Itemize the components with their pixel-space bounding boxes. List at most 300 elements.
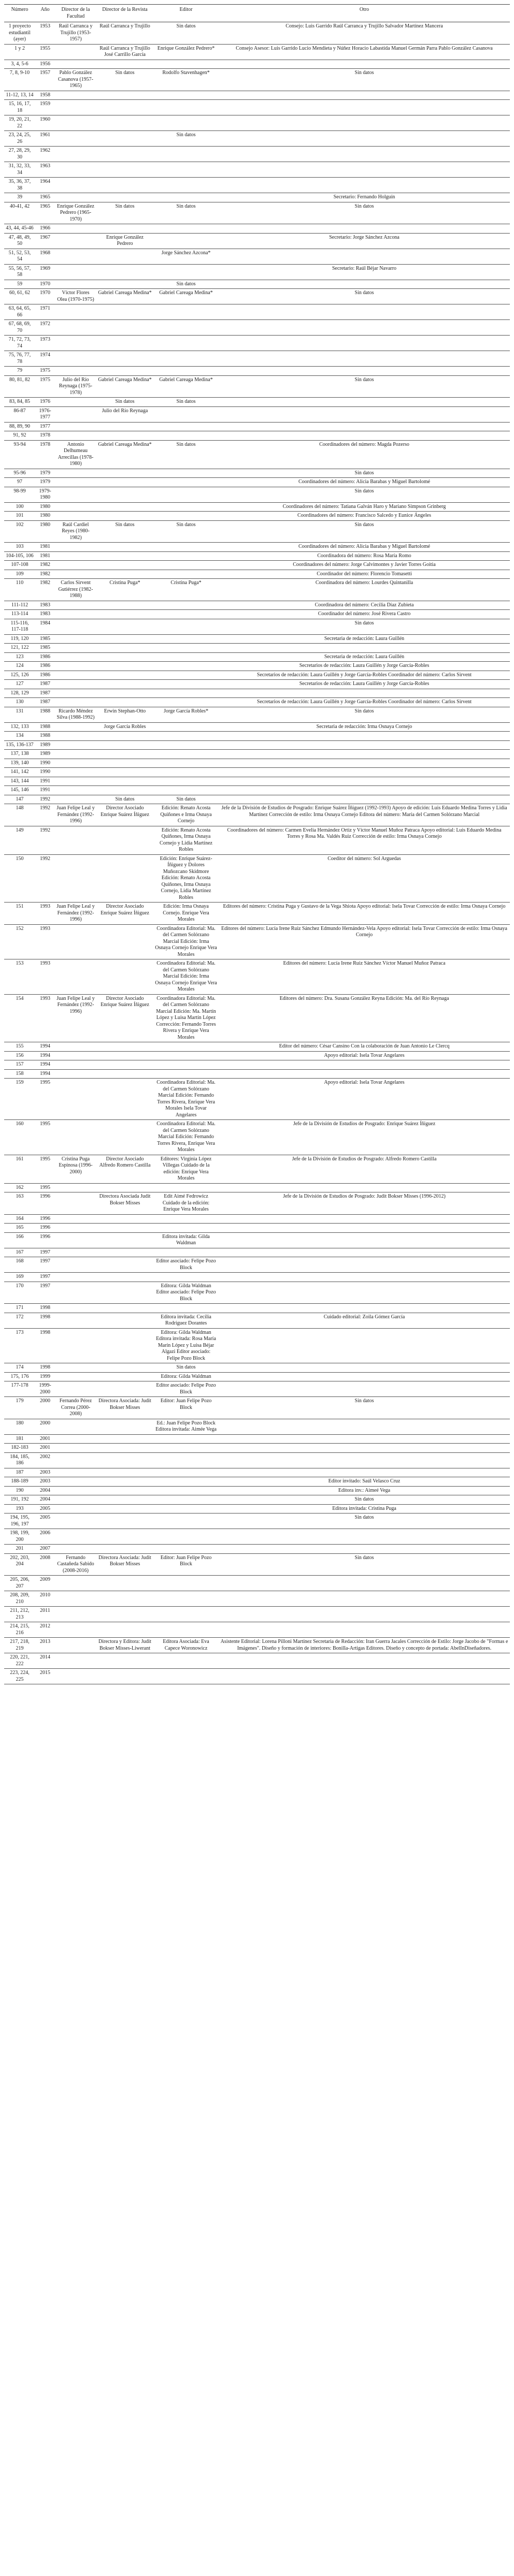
cell-anio: 2008 — [35, 1553, 55, 1576]
cell-director-facultad — [55, 1192, 96, 1215]
cell-director-revista — [96, 1042, 153, 1052]
cell-otro — [219, 1545, 510, 1554]
cell-director-facultad — [55, 406, 96, 422]
cell-anio: 1998 — [35, 1363, 55, 1373]
cell-director-facultad — [55, 1304, 96, 1313]
cell-director-revista — [96, 131, 153, 147]
cell-director-facultad — [55, 662, 96, 671]
table-row — [4, 1545, 510, 1554]
cell-director-facultad — [55, 280, 96, 289]
cell-anio: 1965 — [35, 193, 55, 202]
cell-director-revista: Sin datos — [96, 398, 153, 407]
table-row — [4, 1224, 510, 1233]
cell-numero: 55, 56, 57, 58 — [4, 264, 35, 280]
cell-otro: Jefe de la División de Estudios de Posgrado: Enrique Suárez Íñiguez — [219, 1120, 510, 1155]
header-otro: Otro — [219, 5, 510, 22]
cell-editor — [153, 1545, 219, 1554]
cell-otro — [219, 422, 510, 431]
cell-director-facultad — [55, 1273, 96, 1282]
cell-director-revista — [96, 1468, 153, 1477]
cell-editor: Edición: Renato Acosta Quiñones e Irma Osnaya Cornejo — [153, 804, 219, 826]
cell-director-revista — [96, 1069, 153, 1079]
cell-editor: Gabriel Careaga Medina* — [153, 375, 219, 398]
cell-otro: Sin datos — [219, 1397, 510, 1419]
table-row — [4, 351, 510, 367]
cell-director-facultad — [55, 1545, 96, 1554]
table-row — [4, 1363, 510, 1373]
cell-otro: Editor del número: César Cansino Con la colaboración de Juan Antonio Le Clercq — [219, 1042, 510, 1052]
table-row — [4, 1638, 510, 1653]
cell-anio: 2007 — [35, 1545, 55, 1554]
cell-otro — [219, 1060, 510, 1070]
table-row — [4, 680, 510, 689]
table-row — [4, 994, 510, 1042]
cell-editor — [153, 619, 219, 634]
cell-director-facultad — [55, 1232, 96, 1248]
cell-anio: 1968 — [35, 249, 55, 264]
cell-director-facultad — [55, 561, 96, 570]
cell-editor: Editora: Gilda Waldman — [153, 1372, 219, 1381]
cell-numero: 121, 122 — [4, 644, 35, 653]
cell-otro: Sin datos — [219, 1553, 510, 1576]
cell-anio: 1987 — [35, 689, 55, 698]
cell-director-facultad: Víctor Flores Olea (1970-1975) — [55, 289, 96, 304]
cell-numero: 63, 64, 65, 66 — [4, 304, 35, 320]
cell-otro — [219, 1576, 510, 1591]
cell-editor — [153, 406, 219, 422]
cell-numero: 150 — [4, 854, 35, 903]
table-row — [4, 131, 510, 147]
cell-editor: Editor asociado: Felipe Pozo Block — [153, 1257, 219, 1273]
cell-director-facultad — [55, 487, 96, 502]
cell-numero: 135, 136-137 — [4, 740, 35, 750]
cell-director-facultad — [55, 1576, 96, 1591]
cell-director-facultad — [55, 786, 96, 795]
cell-director-facultad — [55, 750, 96, 759]
cell-anio: 1977 — [35, 422, 55, 431]
cell-director-facultad — [55, 1120, 96, 1155]
cell-director-facultad — [55, 610, 96, 619]
table-row — [4, 854, 510, 903]
cell-director-facultad — [55, 469, 96, 478]
table-row — [4, 162, 510, 178]
cell-director-facultad — [55, 959, 96, 995]
cell-director-revista — [96, 512, 153, 521]
cell-editor: Editores: Virginia López Villegas Cuidado de la edición: Enrique Vera Morales — [153, 1155, 219, 1183]
cell-otro: Coordinador del número: José Rivera Castro — [219, 610, 510, 619]
cell-numero: 165 — [4, 1224, 35, 1233]
cell-anio: 1981 — [35, 543, 55, 552]
table-row — [4, 732, 510, 741]
cell-otro — [219, 1183, 510, 1192]
cell-director-facultad — [55, 320, 96, 336]
header-editor: Editor — [153, 5, 219, 22]
cell-otro: Coordinadora del número: Cecilia Díaz Zubieta — [219, 601, 510, 610]
cell-numero: 152 — [4, 924, 35, 959]
cell-otro — [219, 786, 510, 795]
cell-director-revista: Sin datos — [96, 202, 153, 224]
cell-otro — [219, 740, 510, 750]
cell-anio: 2003 — [35, 1477, 55, 1487]
cell-director-facultad — [55, 652, 96, 662]
cell-director-facultad: Fernando Castañeda Sabido (2008-2016) — [55, 1553, 96, 1576]
cell-director-facultad — [55, 698, 96, 707]
cell-numero: 115-116, 117-118 — [4, 619, 35, 634]
cell-director-revista: Sin datos — [96, 520, 153, 543]
cell-director-revista — [96, 652, 153, 662]
cell-anio: 1997 — [35, 1282, 55, 1304]
table-row — [4, 959, 510, 995]
cell-director-revista: Directora y Editora: Judit Bokser Misses-Liwerant — [96, 1638, 153, 1653]
cell-director-revista — [96, 60, 153, 69]
cell-director-revista — [96, 178, 153, 193]
cell-director-facultad — [55, 1328, 96, 1363]
cell-anio: 1979 — [35, 478, 55, 487]
cell-numero: 187 — [4, 1468, 35, 1477]
table-row — [4, 336, 510, 351]
cell-numero: 131 — [4, 707, 35, 722]
cell-anio: 1976 — [35, 398, 55, 407]
table-row — [4, 60, 510, 69]
cell-numero: 59 — [4, 280, 35, 289]
cell-director-revista — [96, 1622, 153, 1638]
cell-numero: 202, 203, 204 — [4, 1553, 35, 1576]
cell-editor: Sin datos — [153, 398, 219, 407]
cell-director-revista — [96, 91, 153, 100]
cell-numero: 1 proyecto estudiantil (ayer) — [4, 22, 35, 45]
cell-numero: 162 — [4, 1183, 35, 1192]
table-row — [4, 398, 510, 407]
table-row — [4, 644, 510, 653]
cell-anio: 1978 — [35, 440, 55, 469]
cell-editor — [153, 1224, 219, 1233]
cell-anio: 1985 — [35, 644, 55, 653]
cell-director-facultad: Ricardo Méndez Silva (1988-1992) — [55, 707, 96, 722]
table-row — [4, 1248, 510, 1257]
cell-anio: 2010 — [35, 1591, 55, 1607]
cell-otro — [219, 1669, 510, 1684]
table-row — [4, 1576, 510, 1591]
cell-director-revista — [96, 422, 153, 431]
cell-otro: Sin datos — [219, 1513, 510, 1529]
cell-director-revista — [96, 1282, 153, 1304]
cell-otro — [219, 147, 510, 162]
table-row — [4, 280, 510, 289]
cell-otro — [219, 91, 510, 100]
table-row — [4, 759, 510, 768]
cell-director-facultad — [55, 722, 96, 732]
cell-director-revista — [96, 1051, 153, 1060]
cell-director-facultad: Juan Felipe Leal y Fernández (1992-1996) — [55, 903, 96, 925]
cell-director-facultad — [55, 1434, 96, 1444]
cell-anio: 1974 — [35, 351, 55, 367]
cell-editor — [153, 502, 219, 512]
cell-numero: 23, 24, 25, 26 — [4, 131, 35, 147]
cell-director-revista: Director Asociado Enrique Suárez Íñiguez — [96, 804, 153, 826]
table-row — [4, 264, 510, 280]
cell-editor: Edición: Enrique Suárez-Íñiguez y Dolores Muñozcano Skidmore Edición: Renato Acosta Quiñones, Irma Osnaya Cornejo, Lidia Martínez Robles — [153, 854, 219, 903]
cell-numero: 177-178 — [4, 1381, 35, 1397]
cell-director-revista — [96, 100, 153, 115]
cell-numero: 31, 32, 33, 34 — [4, 162, 35, 178]
cell-numero: 39 — [4, 193, 35, 202]
cell-director-revista — [96, 1257, 153, 1273]
cell-editor — [153, 561, 219, 570]
cell-director-revista — [96, 1372, 153, 1381]
cell-numero: 113-114 — [4, 610, 35, 619]
cell-anio: 1994 — [35, 1069, 55, 1079]
cell-director-revista — [96, 1477, 153, 1487]
cell-otro: Secretario: Jorge Sánchez Azcona — [219, 233, 510, 249]
cell-director-revista — [96, 1224, 153, 1233]
cell-anio: 1993 — [35, 994, 55, 1042]
table-row — [4, 777, 510, 786]
cell-director-revista: Gabriel Careaga Medina* — [96, 289, 153, 304]
cell-editor: Sin datos — [153, 22, 219, 45]
cell-editor — [153, 1214, 219, 1224]
cell-anio: 1953 — [35, 22, 55, 45]
cell-anio: 1967 — [35, 233, 55, 249]
cell-numero: 182-183 — [4, 1444, 35, 1453]
cell-director-revista — [96, 502, 153, 512]
cell-director-revista — [96, 732, 153, 741]
table-row — [4, 202, 510, 224]
cell-editor — [153, 1669, 219, 1684]
cell-numero: 171 — [4, 1304, 35, 1313]
cell-anio: 1994 — [35, 1042, 55, 1052]
cell-otro: Secretario: Fernando Holguín — [219, 193, 510, 202]
cell-numero: 101 — [4, 512, 35, 521]
cell-otro — [219, 759, 510, 768]
cell-anio: 1998 — [35, 1304, 55, 1313]
cell-director-facultad — [55, 60, 96, 69]
cell-anio: 2000 — [35, 1397, 55, 1419]
table-row — [4, 22, 510, 45]
cell-editor: Edit Aimé Fedrowicz Cuidado de la edición: Enrique Vera Morales — [153, 1192, 219, 1215]
cell-editor: Enrique González Pedrero* — [153, 44, 219, 60]
cell-director-facultad — [55, 1486, 96, 1495]
cell-director-revista: Raúl Carranca y Trujillo — [96, 22, 153, 45]
cell-editor — [153, 570, 219, 579]
cell-anio: 1988 — [35, 707, 55, 722]
table-row — [4, 1653, 510, 1669]
cell-otro — [219, 795, 510, 804]
cell-editor: Gabriel Careaga Medina* — [153, 289, 219, 304]
cell-editor — [153, 431, 219, 441]
cell-anio: 1998 — [35, 1313, 55, 1328]
cell-director-facultad — [55, 570, 96, 579]
cell-director-revista — [96, 759, 153, 768]
cell-editor — [153, 1468, 219, 1477]
cell-director-revista — [96, 777, 153, 786]
cell-numero: 163 — [4, 1192, 35, 1215]
document-page — [4, 4, 510, 1684]
cell-numero: 148 — [4, 804, 35, 826]
cell-numero: 119, 120 — [4, 634, 35, 644]
cell-anio: 1978 — [35, 431, 55, 441]
table-row — [4, 147, 510, 162]
table-row — [4, 579, 510, 601]
cell-numero: 149 — [4, 826, 35, 854]
cell-anio: 1994 — [35, 1051, 55, 1060]
cell-director-revista — [96, 1232, 153, 1248]
cell-director-facultad: Julio del Río Reynaga (1975-1978) — [55, 375, 96, 398]
cell-director-revista: Raúl Carranca y Trujillo José Carrillo García — [96, 44, 153, 60]
cell-director-facultad — [55, 44, 96, 60]
cell-editor — [153, 768, 219, 777]
table-row — [4, 1607, 510, 1622]
cell-numero: 83, 84, 85 — [4, 398, 35, 407]
cell-anio: 1979-1980 — [35, 487, 55, 502]
cell-anio: 1961 — [35, 131, 55, 147]
table-row — [4, 1381, 510, 1397]
cell-anio: 1959 — [35, 100, 55, 115]
cell-director-revista — [96, 1214, 153, 1224]
cell-anio: 1986 — [35, 662, 55, 671]
table-row — [4, 289, 510, 304]
cell-otro: Secretaria de redacción: Irma Osnaya Cornejo — [219, 722, 510, 732]
cell-anio: 1988 — [35, 732, 55, 741]
cell-director-facultad — [55, 768, 96, 777]
cell-editor — [153, 1607, 219, 1622]
cell-editor — [153, 722, 219, 732]
cell-editor — [153, 740, 219, 750]
table-row — [4, 1486, 510, 1495]
cell-otro: Editores del número: Lucía Irene Ruiz Sánchez Edmundo Hernández-Vela Apoyo editorial: Isela Tovar Corrección de estilo: Irma Osnaya Cornejo — [219, 924, 510, 959]
cell-anio: 1987 — [35, 680, 55, 689]
cell-numero: 157 — [4, 1060, 35, 1070]
cell-otro — [219, 131, 510, 147]
cell-numero: 156 — [4, 1051, 35, 1060]
cell-director-revista: Cristina Puga* — [96, 579, 153, 601]
cell-numero: 211, 212, 213 — [4, 1607, 35, 1622]
table-row — [4, 320, 510, 336]
table-row — [4, 1192, 510, 1215]
cell-numero: 15, 16, 17, 18 — [4, 100, 35, 115]
cell-otro: Secretario: Raúl Béjar Navarro — [219, 264, 510, 280]
cell-numero: 205, 206, 207 — [4, 1576, 35, 1591]
table-row — [4, 561, 510, 570]
cell-numero: 80, 81, 82 — [4, 375, 35, 398]
cell-director-facultad — [55, 502, 96, 512]
cell-otro: Secretarios de redacción: Laura Guillén y Jorge García-Robles Coordinador del número: Carlos Sirvent — [219, 698, 510, 707]
cell-editor — [153, 1304, 219, 1313]
cell-anio: 1992 — [35, 826, 55, 854]
table-row — [4, 1120, 510, 1155]
table-row — [4, 1397, 510, 1419]
cell-anio: 2001 — [35, 1444, 55, 1453]
cell-numero: 35, 36, 37, 38 — [4, 178, 35, 193]
cell-director-revista — [96, 1183, 153, 1192]
cell-director-facultad — [55, 233, 96, 249]
cell-editor: Sin datos — [153, 131, 219, 147]
cell-numero: 43, 44, 45-46 — [4, 224, 35, 234]
cell-director-facultad: Juan Felipe Leal y Fernández (1992-1996) — [55, 994, 96, 1042]
cell-anio: 1982 — [35, 561, 55, 570]
cell-director-facultad — [55, 1257, 96, 1273]
cell-editor — [153, 469, 219, 478]
cell-editor — [153, 698, 219, 707]
table-row — [4, 100, 510, 115]
cell-otro — [219, 1591, 510, 1607]
cell-otro — [219, 1224, 510, 1233]
cell-numero: 7, 8, 9-10 — [4, 69, 35, 91]
table-row — [4, 469, 510, 478]
cell-director-revista — [96, 1381, 153, 1397]
cell-director-revista: Erwin Stephan-Otto — [96, 707, 153, 722]
cell-anio: 1989 — [35, 750, 55, 759]
cell-otro — [219, 367, 510, 376]
cell-numero: 1 y 2 — [4, 44, 35, 60]
cell-director-facultad — [55, 162, 96, 178]
cell-anio: 1995 — [35, 1079, 55, 1120]
cell-otro — [219, 60, 510, 69]
cell-editor — [153, 1504, 219, 1513]
cell-numero: 93-94 — [4, 440, 35, 469]
table-row — [4, 422, 510, 431]
cell-director-revista: Director Asociado Enrique Suárez Íñiguez — [96, 903, 153, 925]
table-row — [4, 375, 510, 398]
cell-otro — [219, 1069, 510, 1079]
cell-anio: 1993 — [35, 959, 55, 995]
cell-editor: Coordinadora Editorial: Ma. del Carmen Solórzano Marcial Edición: Irma Osnaya Cornejo Enrique Vera Morales — [153, 959, 219, 995]
cell-director-revista — [96, 854, 153, 903]
cell-anio: 1993 — [35, 924, 55, 959]
cell-director-revista — [96, 1452, 153, 1468]
cell-anio: 1996 — [35, 1224, 55, 1233]
cell-anio: 1957 — [35, 69, 55, 91]
cell-numero: 220, 221, 222 — [4, 1653, 35, 1669]
table-row — [4, 367, 510, 376]
cell-numero: 91, 92 — [4, 431, 35, 441]
cell-numero: 181 — [4, 1434, 35, 1444]
cell-numero: 100 — [4, 502, 35, 512]
cell-director-revista — [96, 1513, 153, 1529]
table-row — [4, 601, 510, 610]
cell-numero: 166 — [4, 1232, 35, 1248]
cell-editor — [153, 512, 219, 521]
cell-numero: 160 — [4, 1120, 35, 1155]
cell-otro: Apoyo editorial: Isela Tovar Angelares — [219, 1051, 510, 1060]
cell-numero: 154 — [4, 994, 35, 1042]
cell-director-facultad — [55, 601, 96, 610]
cell-anio: 1956 — [35, 60, 55, 69]
table-row — [4, 698, 510, 707]
cell-editor: Editor asociado: Felipe Pozo Block — [153, 1381, 219, 1397]
cell-numero: 60, 61, 62 — [4, 289, 35, 304]
cell-otro: Editora inv.: Aimeé Vega — [219, 1486, 510, 1495]
cell-director-facultad — [55, 304, 96, 320]
cell-director-facultad — [55, 1183, 96, 1192]
cell-director-facultad — [55, 100, 96, 115]
cell-director-revista: Directora Asociada: Judit Bokser Misses — [96, 1397, 153, 1419]
cell-director-revista — [96, 115, 153, 131]
cell-director-facultad — [55, 336, 96, 351]
cell-director-facultad: Pablo González Casanova (1957-1965) — [55, 69, 96, 91]
cell-anio: 2002 — [35, 1452, 55, 1468]
cell-otro: Sin datos — [219, 487, 510, 502]
cell-director-facultad — [55, 1224, 96, 1233]
cell-editor — [153, 264, 219, 280]
table-row — [4, 1444, 510, 1453]
cell-director-revista — [96, 147, 153, 162]
cell-anio: 1972 — [35, 320, 55, 336]
cell-anio: 1986 — [35, 671, 55, 680]
cell-anio: 1990 — [35, 768, 55, 777]
cell-otro — [219, 689, 510, 698]
cell-editor — [153, 786, 219, 795]
cell-editor: Jorge Sánchez Azcona* — [153, 249, 219, 264]
